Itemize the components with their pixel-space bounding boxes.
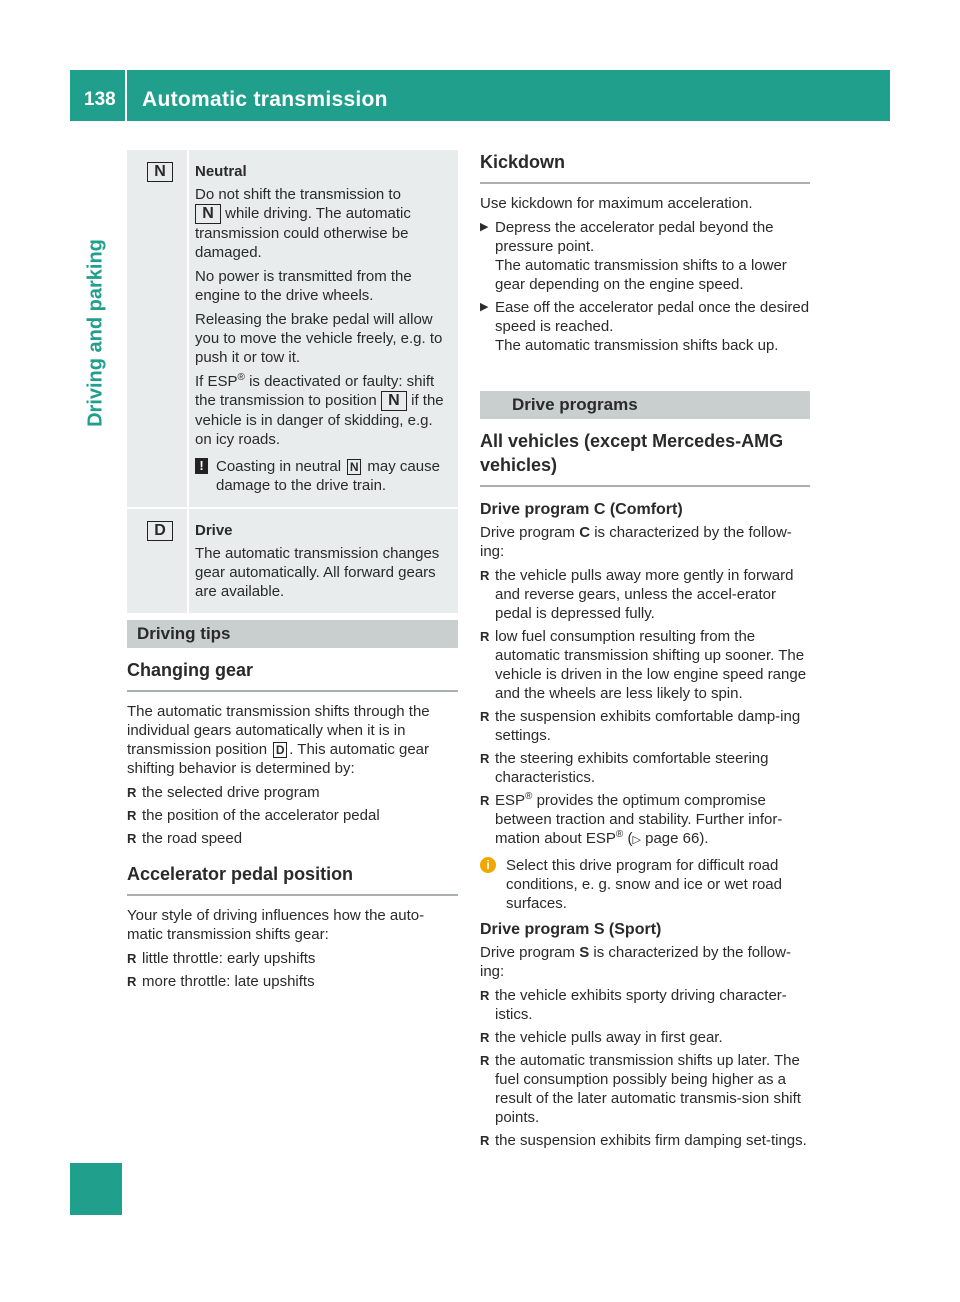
- info-icon: i: [480, 857, 496, 873]
- list-item: R the steering exhibits comfortable steering characteristics.: [480, 749, 810, 787]
- chapter-marker: [70, 1163, 122, 1215]
- page-reference-link[interactable]: page 66).: [645, 830, 709, 847]
- list-item: R more throttle: late upshifts: [127, 972, 458, 991]
- bullet-list: [480, 986, 810, 1150]
- header-divider: [125, 70, 127, 121]
- driving-tips-section: Driving tips Changing gear The automatic transmission shifts through the individual gears automatically when it is in transmission position D . This automatic gear shifting behavior is determined by: R the selected drive program R the position of the accelerator pedal R the road speed Accelerator pedal position Your style of driving influences how the auto-matic transmission shifts gear: R little throttle: early upshifts R more throttle: late upshifts: [127, 620, 458, 995]
- list-item: R the vehicle exhibits sporty driving character-istics.: [480, 986, 810, 1024]
- subsection-heading: Drive program S (Sport): [480, 921, 662, 938]
- gear-position-table: [127, 150, 458, 613]
- section-heading: Changing gear: [127, 658, 458, 692]
- subsection-heading: Drive program C (Comfort): [480, 501, 683, 518]
- warning-icon: !: [195, 458, 208, 474]
- neutral-gear-icon: N: [195, 204, 221, 224]
- neutral-gear-icon: N: [381, 391, 407, 411]
- list-item: ▶ Ease off the accelerator pedal once the desired speed is reached. The automatic transmission shifts back up.: [480, 298, 810, 355]
- list-item: R the suspension exhibits comfortable damp-ing settings.: [480, 707, 810, 745]
- list-item: R the position of the accelerator pedal: [127, 806, 458, 825]
- list-item: R the vehicle pulls away in first gear.: [480, 1028, 810, 1047]
- chapter-tab: [82, 140, 110, 526]
- gear-row-drive: D Drive The automatic transmission changes gear automatically. All forward gears are available.: [127, 507, 458, 613]
- section-heading: Accelerator pedal position: [127, 862, 458, 896]
- list-item: R little throttle: early upshifts: [127, 949, 458, 968]
- list-item: R the vehicle pulls away more gently in forward and reverse gears, unless the accel-erator pedal is depressed fully.: [480, 566, 810, 623]
- list-item: R the road speed: [127, 829, 458, 848]
- drive-gear-icon: D: [147, 521, 173, 541]
- bullet-list: [480, 566, 810, 850]
- page-header: [70, 70, 890, 121]
- section-heading: All vehicles (except Mercedes-AMG vehicles): [480, 429, 810, 487]
- neutral-gear-icon: N: [147, 162, 173, 182]
- gear-label: Drive: [195, 522, 233, 539]
- right-column: Kickdown Use kickdown for maximum acceleration. ▶ Depress the accelerator pedal beyond the pressure point. The automatic transmission shifts to a lower gear depending on the engine speed. ▶ Ease off the accelerator pedal once the desired speed is reached. The automatic transmission shifts back up. Drive programs All vehicles (except Mercedes-AMG vehicles) Drive program C (Comfort) Drive program C is characterized by the follow-ing: R the vehicle pulls away more gently in forward and reverse gears, unless the accel-erator pedal is depressed fully. R low fuel consumption resulting from the automatic transmission shifting up sooner. The vehicle is driven in the low engine speed range and the wheels are less likely to spin. R the suspension exhibits comfortable damp-ing settings. R the steering exhibits comfortable steering characteristics. R ESP® provides the optimum compromise between traction and stability. Further infor-mation about ESP® (▷ page 66). i Select this drive program for difficult road conditions, e. g. snow and ice or wet road surfaces. Drive program S (Sport) Drive program S is characterized by the follow-ing: R the vehicle exhibits sporty driving character-istics. R the vehicle pulls away in first gear. R the automatic transmission shifts up later. The fuel consumption possibly being higher as a result of the later automatic transmis-sion shift points. R the suspension exhibits firm damping set-tings.: [480, 150, 810, 1154]
- list-item: R the suspension exhibits firm damping set-tings.: [480, 1131, 810, 1150]
- info-note: i Select this drive program for difficult road conditions, e. g. snow and ice or wet road surfaces.: [480, 856, 810, 913]
- drive-gear-icon: D: [273, 742, 287, 758]
- list-item: R the automatic transmission shifts up later. The fuel consumption possibly being higher as a result of the later automatic transmis-sion shift points.: [480, 1051, 810, 1127]
- list-item: ▶ Depress the accelerator pedal beyond the pressure point. The automatic transmission shifts to a lower gear depending on the engine speed.: [480, 218, 810, 294]
- kickdown-heading: Kickdown: [480, 150, 810, 184]
- list-item: R the selected drive program: [127, 783, 458, 802]
- gear-label: Neutral: [195, 163, 247, 180]
- bullet-list: [127, 949, 458, 991]
- bullet-list: [127, 783, 458, 848]
- section-banner: Driving tips: [127, 620, 458, 648]
- list-item: R ESP® provides the optimum compromise between traction and stability. Further infor-mation about ESP® (▷ page 66).: [480, 791, 810, 850]
- instruction-steps: [480, 218, 810, 355]
- section-banner: Drive programs: [480, 391, 810, 419]
- warning-note: ! Coasting in neutral N may cause damage to the drive train.: [195, 457, 450, 495]
- page-number: 138: [84, 89, 116, 110]
- page-title: Automatic transmission: [142, 88, 388, 111]
- page-reference-icon: ▷: [632, 834, 641, 846]
- neutral-gear-icon: N: [347, 459, 361, 475]
- list-item: R low fuel consumption resulting from the automatic transmission shifting up sooner. The vehicle is driven in the low engine speed range and the wheels are less likely to spin.: [480, 627, 810, 703]
- gear-row-neutral: N Neutral Do not shift the transmission to N while driving. The automatic transmission could otherwise be damaged. No power is transmitted from the engine to the drive wheels. Releasing the brake pedal will allow you to move the vehicle freely, e.g. to push it or tow it. If ESP® is deactivated or faulty: shift the transmission to position N if the vehicle is in danger of skidding, e.g. on icy roads. ! Coasting in neutral N may cause damage to the drive train.: [127, 150, 458, 507]
- chapter-label: Driving and parking: [84, 239, 107, 427]
